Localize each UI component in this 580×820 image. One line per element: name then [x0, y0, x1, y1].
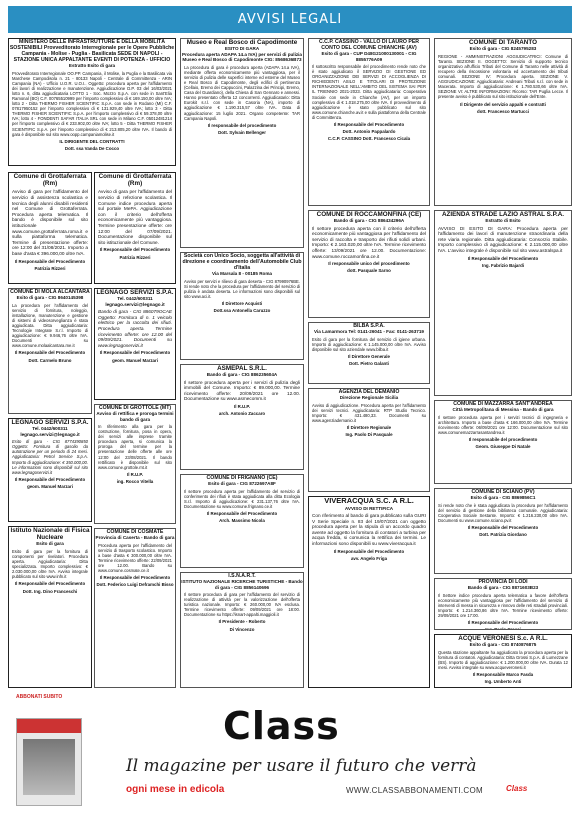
notice-body: La procedura per l'affidamento del servizio di fornitura, noleggio, installazione, manutenzione e gestione di sistemi di videosorveglianza è stata aggiudicata. Ditta aggiudicataria: Tecnologie Integrate S.r.l. Importo di aggiudicazione: € 9.946,76 oltre IVA. Documenti su www.comune.molaalcantara.me.it: [12, 302, 88, 349]
notice-mola: [8, 288, 92, 414]
notice-heading: I.S.N.A.R.T.: [228, 573, 256, 579]
notice-signer: Arch. Massimo Nicola: [219, 518, 265, 524]
notice-signer-role: Il Direttore Generale: [348, 353, 390, 359]
notice-heading: Istituto Nazionale di Fisica Nucleare: [10, 527, 90, 542]
notice-body: AVVISO DI ESITO DI GARA: Procedura aperta per l'affidamento dei lavori di manutenzione straordinaria della rete viaria regionale. Ditta aggiudicataria: Consorzio Stabile. Importo complessivo di aggiudicazione: € 2.115.000,00 oltre IVA. L'avviso integrale è disponibile sul sito www.astralspa.it: [438, 225, 568, 254]
notice-ministero: [8, 38, 176, 166]
notice-body: Avviso di gara per l'affidamento del servizio di assistenza scolastica e tecnica degli alunni disabili residenti nel Comune di Grottaferrata. Procedura aperta telematica. Il bando è disponibile sul sito istituzionale www.comune.grottaferrata.roma.it e sulla piattaforma telematica. Termine di presentazione offerte: ore 12:00 del 31/08/2021. Importo a base d'asta € 396.000,00 oltre IVA.: [12, 189, 88, 256]
notice-sub: Città Metropolitana di Messina - Bando di gara: [452, 407, 554, 412]
notice-sub: Estratto Esito di gara: [68, 63, 116, 68]
notice-body: Avviso di aggiudicazione. Procedura aperta per l'affidamento dei servizi tecnici. Aggiudicataria: RTP Studio Tecnico. Importo: € 431.480,33. Documenti su www.agenziademanio.it: [312, 402, 426, 423]
notice-signer: ing. Rocco Vitella: [116, 479, 154, 485]
notice-asmepal: [180, 364, 304, 470]
notice-heading: COMUNE DI GROTTOLE (MT): [98, 405, 172, 411]
notice-signer-role: Il Responsabile del Procedimento: [14, 258, 86, 264]
notice-signer: Dott. ssa Vanda De Cocco: [64, 145, 120, 151]
notice-signer: avv. Angelo Friga: [350, 555, 388, 561]
notice-sub: Bando di gara - CIG 886434296A: [333, 218, 405, 224]
notice-sub: Via Lamarmora Tel: 0141-26041 - Fax: 0141-263719: [314, 329, 424, 334]
notice-body: Il settore procedura aperta per i servizi tecnici di ingegneria e architettura. Importo a base d'asta € 166.000,00 oltre IVA. Termine ricevimento offerte: 06/09/2021 ore 12:00. Documentazione sul sito www.comunemazzarrasantandrea.it: [438, 414, 568, 435]
notice-body: Il settore procedura aperta per l'affidamento del servizio di conferimento dei rifiuti è stata aggiudicata alla ditta Ecologia S.r.l. Importo di aggiudicazione: € 231.137,76 oltre IVA. Documentazione su www.comune.frignano.ce.it: [184, 488, 300, 509]
notice-astral: [434, 210, 572, 396]
notice-sub: Esito di gara - CIG 8869856C1: [470, 495, 536, 500]
notice-body: In riferimento alla gara per la costruzione, fornitura, posa in opera, dei servizi alle imprese tramite procedura aperta, si comunica la proroga del termine per la presentazione delle offerte alle ore 12:00 del 23/08/2021. Il bando rettificato è disponibile sul sito www.comune.grottole.mt.it: [98, 424, 172, 470]
notice-signer: arch. Antonio Zaccaro: [218, 411, 266, 417]
notice-signer: Ing. Fabrizio Bajardi: [482, 262, 524, 268]
class-advert: [8, 694, 572, 814]
notice-sub: Provincia di Caserta - Bando di gara: [95, 535, 175, 540]
notice-sub: ESITO DI GARA: [224, 46, 260, 52]
class-logo: Class: [223, 704, 340, 748]
notice-signer-role: Il Responsabile del Procedimento: [333, 122, 405, 128]
notice-signer: Patrizia Rizzeri: [34, 265, 66, 271]
notice-heading: COMUNE DI FRIGNANO (CE): [206, 475, 278, 481]
notice-museo: [180, 38, 304, 248]
notice-body: REGIONE - AMMINISTRAZIONI AGGIUDICATRICI: Comune di Taranto. SEZIONE II. OGGETTO: Servizio di supporto tecnico organizzativo all'ufficio Tributi del Comune di Taranto nelle attività di recupero della riscossione volontaria ed accertamento dei tributi comunali. SEZIONE IV: Procedura aperta. SEZIONE V. AGGIUDICAZIONE: Aggiudicatario: Andreani Tributi s.r.l. con sede in Macerata. Importo di aggiudicazione: € 1.780.530,66 oltre IVA. SEZIONE VI: ALTRE INFORMAZIONI: Ricorso: TAR Puglia Lecce. Il presente avviso è pubblicato sul sito istituzionale dell'Ente.: [438, 53, 568, 100]
notice-heading: COMUNE DI MAZZARRÀ SANT'ANDREA: [453, 401, 553, 407]
notice-heading: Società con Unico Socio, soggetta all'attività di direzione e coordinamento dell'Automobile Club d'Italia: [182, 253, 302, 271]
notice-heading: VIVERACQUA S.C. A R.L.: [324, 496, 414, 505]
notice-heading: BILBA S.P.A.: [353, 323, 385, 329]
notice-body: Avviso per servizi e rilievo di gara deserta - CIG 87990976BE. Si rende noto che la procedura per l'affidamento del servizio di pulizia è andata deserta. Le informazioni sono disponibili sul sito www.aci.it.: [184, 278, 300, 299]
notice-sub: Tel. 0442/600311 legnago.servizi@legnago.it: [105, 296, 165, 307]
notice-signer: Geom. Giuseppe Di Natale: [475, 444, 531, 450]
notice-taranto: [434, 38, 572, 206]
notice-roccamonfina: [308, 210, 430, 318]
notice-signer: Patrizia Rizzeri: [119, 254, 151, 260]
notice-heading: COMUNE DI MOLA ALCANTARA: [10, 289, 90, 295]
notice-signer-role: Il Responsabile del Procedimento: [333, 548, 405, 554]
notice-sub: Direzione Regionale Sicilia: [339, 395, 399, 400]
notice-sub: Procedura aperta ADAPA 14.a IVA) per servizi di pulizia Museo e Real Bosco di Capodimonte CIG: 8568636B73: [182, 51, 302, 63]
notice-body: Procedura aperta per l'affidamento del servizio di trasporto scolastico. Importo a base d'asta € 300.000,00 oltre IVA. Termine ricevimento offerte: 22/09/2021 ore 12.00. Bando su www.comune.cosmate.ce.it: [98, 542, 172, 573]
notice-org: C.C.P. CASSINO Dott. Francesco Cicala: [327, 136, 411, 142]
notice-legnago-1: [8, 418, 92, 522]
notice-signer-role: Il Direttore Regionale: [346, 424, 392, 430]
notice-sub: Esito di gara - CIG 8722697A8F: [208, 481, 276, 486]
notice-body: Il settore procedura aperta per i servizi di pulizia degli immobili del Comune. Importo: € 89.000,00. Termine ricevimento offerte: 20/09/2021 ore 12.00. Documentazione su www.asmecomm.it: [184, 379, 300, 402]
notice-body: Esito di gara per la fornitura di componenti per rivelatori. Procedura aperta. Aggiudicataria: Ditta specializzata. Importo complessivo: € 2.030.000,00 oltre IVA. Avviso integrale pubblicato sul sito www.infn.it: [12, 548, 88, 580]
notice-signer-role: Il Dirigente del servizio appalti e contratti: [460, 101, 546, 107]
notice-heading: AZIENDA STRADE LAZIO ASTRAL S.P.A.: [441, 211, 565, 218]
notice-viveracqua: [308, 496, 430, 688]
notice-signer-role: Il Responsabile Marco Fasda: [472, 672, 534, 678]
notice-signer-role: Il Responsabile del Procedimento: [467, 524, 539, 530]
notice-signer: Ing. Paolo Cresci: [485, 627, 521, 630]
notice-signer: Dott. Antonio Pappalardo: [342, 129, 396, 135]
notice-signer: Dott. Patrizia Giordano: [479, 532, 527, 538]
notice-heading: AGENZIA DEL DEMANIO: [338, 389, 400, 395]
notice-heading: LEGNAGO SERVIZI S.P.A.: [11, 419, 89, 426]
notice-signer-role: Il responsabile del procedimento: [207, 122, 277, 128]
notice-signer: Dott.ssa Antonella Caruzzo: [213, 308, 271, 314]
notice-signer: Ing. Umberto Anti: [484, 679, 522, 685]
notice-signer: Dott. Pietro Galanti: [349, 360, 389, 366]
notice-signer-role: Il Responsabile del Procedimento: [14, 476, 86, 482]
advert-edicola: ogni mese in edicola: [126, 784, 225, 795]
notice-signer-role: Il responsabile unico del procedimento: [328, 261, 410, 267]
notice-sub: Tel. 0442/600311 legnago.servizi@legnago.it: [20, 426, 80, 437]
notice-body: Esito di gara per la fornitura del servizio di igiene urbana. Importo di aggiudicazione: € 1.145.000,00 oltre IVA. Avviso disponibile sul sito aziendale www.bilba.it: [312, 336, 426, 352]
notice-agenzia: [308, 388, 430, 492]
notice-bilba: [308, 322, 430, 384]
notice-grottole: [94, 404, 176, 524]
notice-heading: C.C.P. CASSINO - VALLO DI LAURO PER CONTO DEL COMUNE CHIANCHE (AV): [318, 39, 420, 51]
notice-signer-role: Il responsabile del procedimento: [468, 436, 538, 442]
notice-sub: Bando di gara - CIG 886235604A: [206, 372, 278, 378]
notice-heading: PROVINCIA DI LODI: [478, 579, 528, 585]
notice-sub: Esito di gara - CIG 8245795283: [469, 46, 537, 52]
notice-signer-role: Il Responsabile del Procedimento: [206, 510, 278, 516]
notice-signer-role: Il Presidente - Roberto: [218, 619, 266, 625]
cover-label: ABBONATI SUBITO: [16, 694, 63, 700]
notice-heading: ACQUE VERONESI S.c. A R.L.: [458, 635, 548, 642]
notice-body: Con riferimento al bando di gara pubblicato sulla GURI V Serie Speciale n. 83 del 19/07/2021 con oggetto procedura aperta per la stipula di un accordo quadro avente ad oggetto la fornitura di contatori a turbina per acqua fredda, si comunica la rettifica dei termini. Le informazioni sono disponibili su www.viveracqua.it: [312, 513, 426, 546]
notice-sub: Esito di gara - CUP D48G21000130001 - CIG 8855776A09: [321, 51, 417, 62]
notice-body: Avviso di gara per l'affidamento del servizio di refezione scolastica. Il Comune indice procedura aperta sul portale MePA. Aggiudicazione con il criterio dell'offerta economicamente più vantaggiosa. Termine presentazione offerte: ore 12:00 del 07/09/2021. Documentazione disponibile sul sito istituzionale del Comune.: [98, 189, 172, 245]
notice-signer: Di Vincenzo: [229, 626, 255, 632]
notice-signer-role: Il Responsabile del Procedimento: [14, 581, 86, 587]
notice-body: La procedura di gara è procedura aperta (ADAPA 14.a IVA), mediante offerta economicamente più vantaggiosa, per il servizio di pulizia delle superfici interne ed esterne del Museo e Real Bosco di Capodimonte, degli edifici di pertinenza (Cellaio, Eremo dei Cappuccini, Palazzina dei Principi, Eremo, Casa del Guardiano), della Chiesa di San Gennaro e annessi. Hanno presentato offerta 12 concorrenti. Aggiudicatario: Ditta Eurokit s.r.l. con sede in Casoria (NA), importo di aggiudicazione € 1.190.315,57 oltre IVA. Data di aggiudicazione: 15 luglio 2021. Organo competente: TAR Campania Napoli.: [184, 64, 300, 121]
notice-body: Esito di gara - CIG 8774390850 Oggetto: Fornitura di gasolio da autotrazione per un periodo di 24 mesi. Aggiudicataria: Petrol Service S.p.A. Importo di aggiudicazione: € 350.000,00. Le informazioni sono disponibili sul sito www.legnagoservizi.it: [12, 439, 88, 475]
notice-sciano: [434, 488, 572, 574]
notice-sub: Via Marsala 8 - 00185 Roma: [212, 271, 272, 276]
notice-heading: COMUNE DI COSMATE: [106, 529, 164, 535]
notice-signer: geom. Manuel Marzari: [112, 357, 158, 363]
notice-infn: [8, 526, 92, 688]
notice-signer: Dott. Carmelo Bruno: [28, 357, 72, 363]
notice-signer-role: Il Responsabile del Procedimento: [99, 575, 171, 581]
notice-acque: [434, 634, 572, 688]
class-brand-mark: Class: [506, 784, 528, 793]
notice-signer-role: Il R.U.P.: [233, 404, 251, 410]
notice-signer-role: IL DIRIGENTE DEL CONTRATTI: [59, 138, 125, 144]
notice-body: Questa stazione appaltante ha aggiudicato la procedura aperta per la fornitura di contatori. Aggiudicataria: Ditta Grossi S.p.A. di Lumezzane (BS). Importo di aggiudicazione: € 1.200.000,00 oltre IVA. Durata 12 mesi. Avviso integrale su www.acqueveronesi.it: [438, 649, 568, 670]
cover-photo: [23, 739, 75, 795]
notice-heading: MINISTERO DELLE INFRASTRUTTURE E DELLA MOBILITÀ SOSTENIBILI Provveditorato Interregionale per le Opere Pubbliche Campania - Molise - Puglia - Basilicata SEDE DI NAPOLI - STAZIONE UNICA APPALTANTE EVENTI DI POTENZA - UFFICIO: [9, 39, 175, 63]
notice-frignano: [180, 474, 304, 568]
notice-signer-role: Il Direttore Acquisti: [221, 300, 263, 306]
notice-body: Il sottoscritto responsabile del procedimento rende noto che è stato aggiudicato il SERVIZIO DI GESTIONE ED ORGANIZZAZIONE DEI SERVIZI DI ACCOGLIENZA DI RICHIEDENTI ASILO E TITOLARI DI PROTEZIONE INTERNAZIONALE NELL'AMBITO DEL SISTEMA SAI PER IL TRIENNIO 2021-2023. Ditta aggiudicataria: Cooperativa Sociale con sede in Chianche (AV), per un importo complessivo di € 1.018.275,00 oltre IVA. Il provvedimento di aggiudicazione è stato pubblicato sul sito www.comune.chianche.av.it e sulla piattaforma della Centrale di Committenza.: [312, 64, 426, 120]
notice-body: Il Settore indice procedura aperta telematica a favore dell'offerta economicamente più vantaggiosa per l'affidamento del servizio di interventi di messa in sicurezza e rinnovo delle reti stradali provinciali. Importo: € 1.214.360,86 oltre IVA. Termine ricevimento offerte: 29/09/2021 ore 17:00.: [438, 592, 568, 618]
notice-sub: AVVISO DI RETTIFICA: [344, 505, 394, 511]
notice-signer: Ing. Paolo Di Pasquale: [345, 432, 393, 438]
notice-sub: Bando di gara - CIG 8871603B23: [467, 585, 539, 590]
notice-body: Bando di gara - CIG 886079OCAE Oggetto: Fornitura di n. 1 veicolo elettrico per la raccolta dei rifiuti. Procedura aperta. Termine ricevimento offerte: ore 12.00 del 09/09/2021. Documenti su www.legnagoservizi.it: [98, 309, 172, 348]
magazine-cover-image: [16, 718, 82, 806]
notice-signer-role: Il Responsabile del Procedimento: [99, 247, 171, 253]
notice-signer: Dott. Federico Luigi Deframchi Bisso: [96, 582, 174, 588]
notice-ccp: [308, 38, 430, 206]
notice-signer-role: Il Responsabile del Procedimento: [467, 619, 539, 625]
notice-heading: Comune di Grottaferrata (Rm): [98, 173, 172, 188]
notice-heading: ASMEPAL S.R.L.: [217, 365, 267, 372]
notice-heading: LEGNAGO SERVIZI S.P.A.: [96, 289, 174, 296]
notice-signer: geom. Manuel Marzari: [27, 484, 73, 490]
notice-sub: Avviso di rettifica e proroga termini bando di gara: [96, 411, 174, 422]
notice-grottaferrata-2: [94, 172, 176, 284]
notice-sub: Esito di gara: [36, 541, 64, 547]
notice-signer: dott. Francesco Martucci: [477, 108, 529, 114]
notice-signer-role: Il Responsabile del Procedimento: [99, 350, 171, 356]
notice-cosmate: [94, 528, 176, 688]
notice-sub: ISTITUTO NAZIONALE RICERCHE TURISTICHE - Bando di gara - CIG 8856140696: [181, 579, 303, 590]
notice-body: Si rende noto che è stata aggiudicata la procedura per l'affidamento del servizio di gestione della biblioteca comunale. Aggiudicataria: Cooperativa Sociale Sestante. Importo: € 1.216.230,00 oltre IVA. Documenti su www.comune.sciano.pv.it: [438, 502, 568, 523]
notice-signer: Dott. Ing. Dino Franceschi: [22, 588, 78, 594]
notice-legnago-2: [94, 288, 176, 400]
notice-isnart: [180, 572, 304, 688]
notice-signer-role: Il Responsabile del Procedimento: [467, 255, 539, 261]
notice-mazzarra: [434, 400, 572, 484]
notice-heading: Museo e Real Bosco di Capodimonte: [186, 39, 298, 46]
notice-body: Il settore procedura aperta con il criterio dell'offerta economicamente più vantaggiosa per l'affidamento del servizio di raccolta e trasporto dei rifiuti solidi urbani. Importo: € 2.163.020,00 oltre IVA. Termine ricevimento offerte: 13/09/2021 ore 12.00. Documentazione: www.comune.roccamonfina.ce.it: [312, 225, 426, 259]
notice-heading: COMUNE DI ROCCAMONFINA (CE): [316, 211, 422, 218]
section-title: AVVISI LEGALI: [237, 12, 343, 27]
notice-provincia: [434, 578, 572, 630]
notice-body: Provveditorato Interregionale OO.PP. Campania, il Molise, la Puglia e la Basilicata via Marchese Campodisola n. 21 - 80133 Napoli - Centrale di Committenza - ARIN Campania (NA) - Ufficio U.O.R. U.O.I.. Oggetto: procedura aperta per l'affidamento dei lavori di realizzazione e manutenzione. Aggiudicazione D.P. 03 del 16/03/2021 lotto n. 6, ditta aggiudicataria LOTTO 1 - Soc. Mozzo S.p.A. con sede in Sant'Elia Ramonal (BO) C.F. 00765510999 per l'importo complessivo di € 169.150,00 oltre IVA; lotto 2 - Ditta THERMO FISHER SCIENTIFIC S.p.A. con sede in Rodano (MI) C.F. 07817950152 per l'importo complessivo di € 131.929,40 oltre IVA; lotto 3 - Ditta THERMO FISHER SCIENTIFIC S.p.A. per l'importo complessivo di € 59.378,00 oltre IVA; lotto 4 - FONDENTI SAFAR ITALIA SRL con sede in Milano C.F. 05012481214 per l'importo complessivo di € 233.902,00 oltre IVA; lotto 5 - Ditta THERMO FISHER SCIENTIFIC S.p.A. per l'importo complessivo di € 213.805,20 oltre IVA. Il bando di gara è disponibile sul sito www.oopp.campaniamolise.it: [12, 70, 172, 137]
notice-signer: Dott. Sylvain Bellenger: [218, 129, 266, 135]
notice-body: Il settore procedura di gara per l'affidamento del servizio di realizzazione di attività per la valorizzazione dell'offerta turistica nazionale. Importo: € 260.000,00 IVA esclusa. Termine ricevimento offerte: 09/09/2021 ore 18:00. Documentazione su https://isnart-appalti.maggioli.it: [184, 592, 300, 618]
notice-sub: Esito di gara - CIG 8640145398: [16, 295, 84, 300]
notice-signer-role: Il R.U.P.: [126, 471, 144, 477]
advert-tagline: Il magazine per usare il futuro che verrà: [126, 756, 477, 776]
notice-grottaferrata-1: [8, 172, 92, 284]
notice-heading: COMUNE DI SCIANO (PV): [471, 489, 535, 495]
notice-sub: Esito di gara - CIG 8740876875: [469, 642, 537, 648]
section-header: [8, 6, 572, 33]
notice-capodimonte: [180, 252, 304, 360]
notice-sub: Estratto di Esito: [485, 218, 521, 224]
notice-heading: Comune di Grottaferrata (Rm): [13, 173, 87, 188]
notice-signer-role: Il Responsabile del Procedimento: [14, 350, 86, 356]
cover-banner: [17, 719, 81, 733]
notice-heading: COMUNE DI TARANTO: [469, 39, 537, 46]
advert-site-link[interactable]: WWW.CLASSABBONAMENTI.COM: [346, 786, 483, 795]
page: [8, 6, 572, 814]
notice-signer: dott. Pasquale Sarno: [347, 268, 391, 274]
